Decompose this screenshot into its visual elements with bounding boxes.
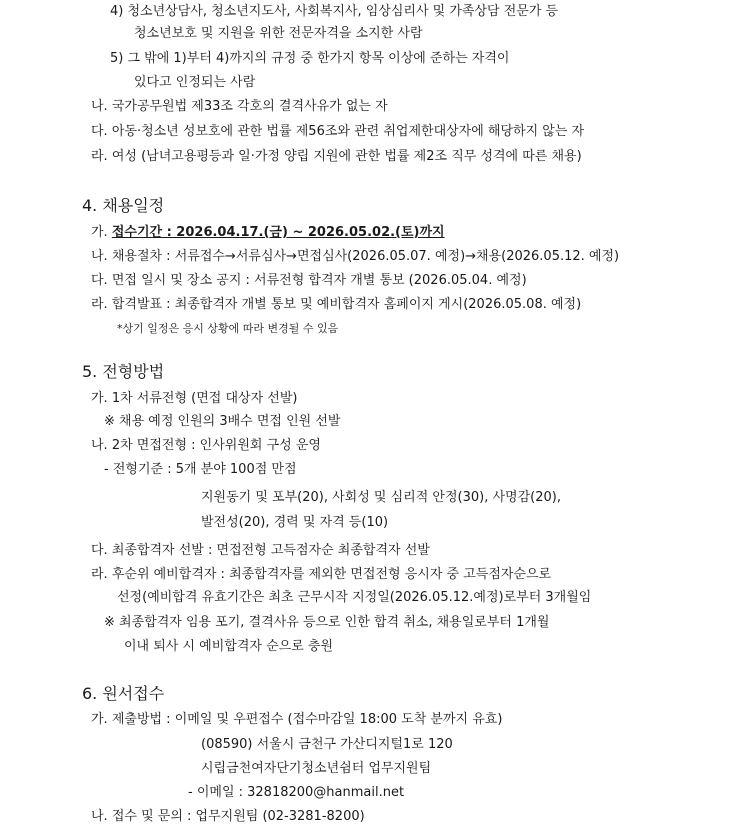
- mailing-recipient: 시립금천여자단기청소년쉼터 업무지원팀: [201, 761, 432, 776]
- schedule-announcement: 라. 합격발표 : 최종합격자 개별 통보 및 예비합격자 홈페이지 게시(2026.05.08. 예정): [91, 297, 582, 312]
- reserve-note-cont: 이내 퇴사 시 예비합격자 순으로 충원: [124, 639, 334, 654]
- schedule-period: [91, 225, 445, 241]
- final-selection: 다. 최종합격자 선발 : 면접전형 고득점자순 최종합격자 선발: [91, 543, 430, 558]
- qualification-item-4: 4) 청소년상담사, 청소년지도사, 사회복지사, 임상심리사 및 가족상담 전문가 등: [110, 4, 559, 19]
- submission-method: 가. 제출방법 : 이메일 및 우편접수 (접수마감일 18:00 도착 분까지 유효): [91, 712, 503, 727]
- schedule-interview-notice: 다. 면접 일시 및 장소 공지 : 서류전형 합격자 개별 통보 (2026.05.04. 예정): [91, 273, 527, 288]
- screening-step-1: 가. 1차 서류전형 (면접 대상자 선발): [91, 391, 298, 406]
- screening-criteria: - 전형기준 : 5개 분야 100점 만점: [104, 462, 297, 477]
- requirement-da: 다. 아동·청소년 성보호에 관한 법률 제56조와 관련 취업제한대상자에 해당하지 않는 자: [91, 124, 585, 139]
- screening-step-2: 나. 2차 면접전형 : 인사위원회 구성 운영: [91, 438, 321, 453]
- section-5-heading: 5. 전형방법: [82, 362, 165, 381]
- qualification-item-4-cont: 청소년보호 및 지원을 위한 전문자격을 소지한 사람: [134, 26, 423, 41]
- reserve-note: ※ 최종합격자 임용 포기, 결격사유 등으로 인한 합격 취소, 채용일로부터 1개월: [104, 615, 550, 630]
- submission-email: - 이메일 : 32818200@hanmail.net: [188, 785, 405, 800]
- screening-criteria-items-2: 발전성(20), 경력 및 자격 등(10): [201, 515, 389, 530]
- schedule-period-prefix: 가.: [91, 225, 112, 240]
- requirement-ra: 라. 여성 (남녀고용평등과 일·가정 양립 지원에 관한 법률 제2조 직무 성격에 따른 채용): [91, 149, 582, 164]
- section-6-heading: 6. 원서접수: [82, 684, 165, 703]
- schedule-period-text: 접수기간 : 2026.04.17.(금) ~ 2026.05.02.(토)까지: [111, 225, 445, 240]
- reserve-candidates-cont: 선정(예비합격 유효기간은 최초 근무시작 지정일(2026.05.12.예정)로부터 3개월임: [117, 590, 592, 605]
- requirement-na: 나. 국가공무원법 제33조 각호의 결격사유가 없는 자: [91, 99, 388, 114]
- contact-info: 나. 접수 및 문의 : 업무지원팀 (02-3281-8200): [91, 809, 365, 824]
- schedule-process: 나. 채용절차 : 서류접수→서류심사→면접심사(2026.05.07. 예정)→채용(2026.05.12. 예정): [91, 249, 620, 264]
- screening-criteria-items-1: 지원동기 및 포부(20), 사회성 및 심리적 안정(30), 사명감(20),: [201, 490, 561, 505]
- qualification-item-5: 5) 그 밖에 1)부터 4)까지의 규정 중 한가지 항목 이상에 준하는 자격이: [110, 51, 510, 66]
- qualification-item-5-cont: 있다고 인정되는 사람: [134, 75, 256, 90]
- screening-step-1-note: ※ 채용 예정 인원의 3배수 면접 인원 선발: [104, 414, 341, 429]
- section-4-heading: 4. 채용일정: [82, 196, 165, 215]
- reserve-candidates: 라. 후순위 예비합격자 : 최종합격자를 제외한 면접전형 응시자 중 고득점자순으로: [91, 567, 552, 582]
- schedule-note: *상기 일정은 응시 상황에 따라 변경될 수 있음: [117, 322, 339, 335]
- mailing-address: (08590) 서울시 금천구 가산디지털1로 120: [201, 737, 453, 752]
